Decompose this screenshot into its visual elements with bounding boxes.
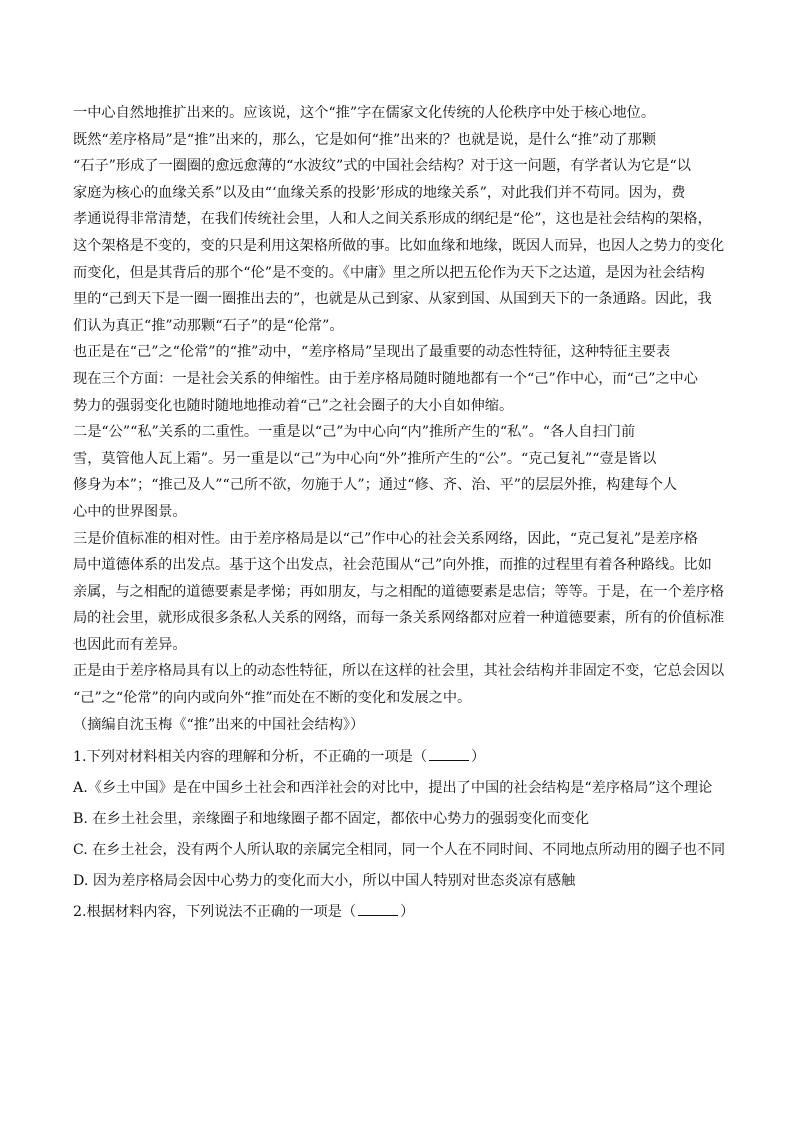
text-line: “石子”形成了一圈圈的愈远愈薄的“水波纹”式的中国社会结构？对于这一问题，有学者认为它是“以	[73, 158, 691, 175]
text-line: 也因此而有差异。	[73, 636, 187, 653]
question-stem-close: ）	[400, 904, 415, 921]
text-line: 既然“差序格局”是“推”出来的，那么，它是如何“推”出来的？也就是说，是什么“推”动了那颗	[73, 131, 656, 148]
text-line: 势力的强弱变化也随时随地地推动着“己”之社会圈子的大小自如伸缩。	[73, 397, 514, 414]
option-c: C. 在乡土社会，没有两个人所认取的亲属完全相同，同一个人在不同时间、不同地点所动用的圈子也不同	[73, 842, 726, 859]
text-line: 正是由于差序格局具有以上的动态性特征，所以在这样的社会里，其社会结构并非固定不变，它总会因以	[73, 663, 725, 680]
text-line: 也正是在“己”之“伦常”的“推”动中，“差序格局”呈现出了最重要的动态性特征，这种特征主要表	[73, 344, 671, 361]
source-note: （摘编自沈玉梅《“推”出来的中国社会结构》）	[73, 716, 365, 733]
question-1	[73, 742, 726, 897]
question-stem-text: 1.下列对材料相关内容的理解和分析，不正确的一项是（	[73, 749, 428, 766]
text-line: 心中的世界图景。	[73, 503, 187, 520]
text-line: 家庭为核心的血缘关系”以及由“‘血缘关系的投影’形成的地缘关系”，对此我们并不苟同。因为，费	[73, 184, 686, 201]
text-line: 而变化，但是其背后的那个“伦”是不变的。《中庸》里之所以把五伦作为天下之达道，是因为社会结构	[73, 264, 705, 281]
paragraph-4	[73, 419, 723, 525]
text-line: “己”之“伦常”的向内或向外“推”而处在不断的变化和发展之中。	[73, 690, 472, 707]
text-line: 修身为本”；“推己及人”“己所不欲，勿施于人”；通过“修、齐、治、平”的层层外推，构建每个人	[73, 477, 678, 494]
answer-blank[interactable]	[429, 748, 469, 761]
answer-blank[interactable]	[358, 903, 398, 916]
paragraph-5	[73, 526, 723, 659]
text-line: 二是“公”“私”关系的二重性。一重是以“己”为中心向“内”推所产生的“私”。“各人自扫门前	[73, 424, 636, 441]
question-stem	[73, 742, 723, 773]
text-line: 一中心自然地推扩出来的。应该说，这个“推”字在儒家文化传统的人伦秩序中处于核心地位。	[73, 105, 656, 121]
text-line: 局的社会里，就形成很多条私人关系的网络，而每一条关系网络都对应着一种道德要素，所有的价值标准	[73, 610, 725, 627]
option-b: B. 在乡土社会里，亲缘圈子和地缘圈子都不固定，都依中心势力的强弱变化而变化	[73, 811, 590, 828]
option-d: D. 因为差序格局会因中心势力的变化而大小，所以中国人特别对世态炎凉有感触	[73, 873, 576, 890]
question-stem-text: 2.根据材料内容，下列说法不正确的一项是（	[73, 904, 357, 921]
paragraph-3	[73, 339, 723, 419]
question-stem-close: ）	[471, 749, 486, 766]
text-line: 里的“己到天下是一圈一圈推出去的”，也就是从己到家、从家到国、从国到天下的一条通路。因此，我	[73, 291, 712, 308]
question-stem	[73, 897, 723, 928]
text-line: 现在三个方面：一是社会关系的伸缩性。由于差序格局随时随地都有一个“己”作中心，而“己”之中心	[73, 370, 698, 387]
paragraph-6	[73, 658, 723, 711]
paragraph-1	[73, 100, 723, 127]
article-body	[73, 100, 726, 928]
text-line: 孝通说得非常清楚，在我们传统社会里，人和人之间关系形成的纲纪是“伦”，这也是社会结构的架格，	[73, 211, 712, 228]
option-a: A.《乡土中国》是在中国乡土社会和西洋社会的对比中，提出了中国的社会结构是“差序格局”这个理论	[73, 780, 713, 797]
text-line: 三是价值标准的相对性。由于差序格局是以“己”作中心的社会关系网络，因此，“克己复礼”是差序格	[73, 530, 698, 547]
text-line: 亲属，与之相配的道德要素是孝悌；再如朋友，与之相配的道德要素是忠信；等等。于是，在一个差序格	[73, 583, 725, 600]
text-line: 局中道德体系的出发点。基于这个出发点，社会范围从“己”向外推，而推的过程里有着各种路线。比如	[73, 557, 712, 574]
text-line: 们认为真正“推”动那颗“石子”的是“伦常”。	[73, 317, 344, 334]
question-2	[73, 897, 723, 928]
paragraph-2	[73, 127, 723, 340]
text-line: 雪，莫管他人瓦上霜”。另一重是以“己”为中心向“外”推所产生的“公”。“克己复礼”“壹是皆以	[73, 450, 657, 467]
text-line: 这个架格是不变的，变的只是利用这架格所做的事。比如血缘和地缘，既因人而异，也因人之势力的变化	[73, 237, 725, 254]
